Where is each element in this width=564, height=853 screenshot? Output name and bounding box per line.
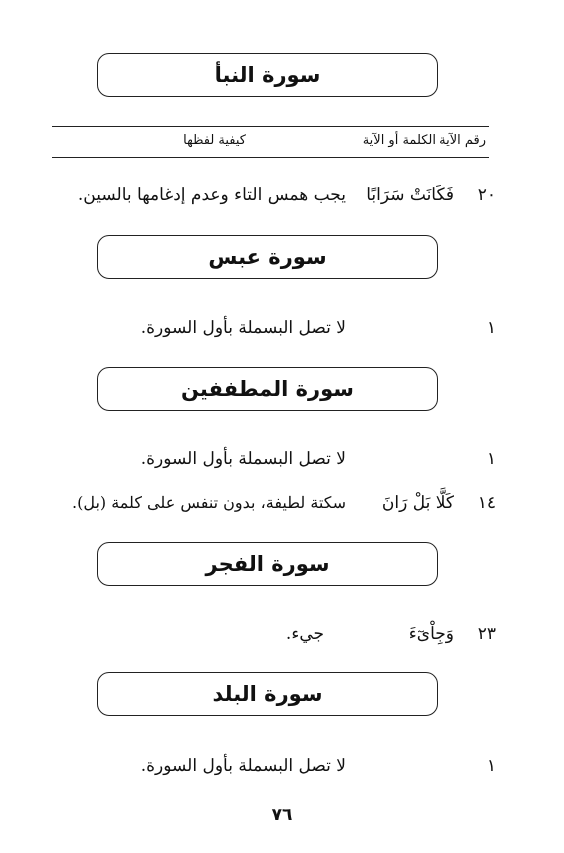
- header-rule-top: [52, 126, 489, 127]
- header-col-word: الكلمة أو الآية: [362, 133, 436, 148]
- surah-title-fajr: سورة الفجر: [97, 542, 438, 586]
- pronunciation-note: جيء.: [285, 624, 324, 644]
- table-row: [40, 449, 494, 477]
- pronunciation-note: سكتة لطيفة، بدون تنفس على كلمة (بل).: [72, 493, 346, 512]
- table-row: [40, 756, 494, 784]
- verse-word: كَلَّا بَلْ رَانَ: [381, 493, 454, 513]
- verse-number: ١: [486, 756, 496, 776]
- table-row: [40, 318, 494, 346]
- verse-word: وَجِاْىٓءَ: [408, 624, 454, 644]
- verse-word: فَكَانَتْ سَرَابًا: [366, 185, 454, 205]
- table-row: [40, 624, 494, 652]
- surah-title-naba: سورة النبأ: [97, 53, 438, 97]
- surah-title-mutaffifin: سورة المطففين: [97, 367, 438, 411]
- verse-number: ١: [486, 318, 496, 338]
- pronunciation-note: لا تصل البسملة بأول السورة.: [140, 449, 346, 469]
- header-rule-bottom: [52, 157, 489, 158]
- surah-title-abasa: سورة عبس: [97, 235, 438, 279]
- table-row: [40, 185, 494, 213]
- header-col-pronunciation: كيفية لفظها: [183, 133, 246, 148]
- header-col-number: رقم الآية: [439, 133, 486, 148]
- pronunciation-note: يجب همس التاء وعدم إدغامها بالسين.: [77, 185, 346, 205]
- verse-number: ١٤: [477, 493, 496, 513]
- table-row: [40, 493, 494, 521]
- pronunciation-note: لا تصل البسملة بأول السورة.: [140, 756, 346, 776]
- verse-number: ١: [486, 449, 496, 469]
- verse-number: ٢٣: [477, 624, 496, 644]
- surah-title-balad: سورة البلد: [97, 672, 438, 716]
- verse-number: ٢٠: [477, 185, 496, 205]
- pronunciation-note: لا تصل البسملة بأول السورة.: [140, 318, 346, 338]
- page-number: ٧٦: [271, 805, 293, 825]
